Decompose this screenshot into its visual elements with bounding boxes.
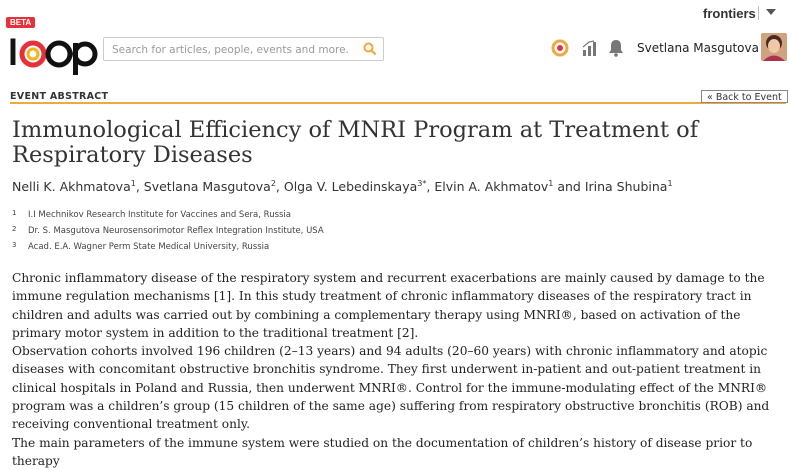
loop-score-icon[interactable] (551, 39, 569, 57)
author-name[interactable]: Svetlana Masgutova (143, 179, 271, 195)
author-name[interactable]: Elvin A. Akhmatov (434, 179, 549, 195)
author-affiliation-number: 2 (270, 179, 276, 188)
abstract-body (12, 269, 782, 470)
affiliation-number: 2 (12, 225, 17, 233)
stats-icon[interactable] (581, 39, 599, 57)
author-name[interactable]: Olga V. Lebedinskaya (283, 179, 418, 195)
bell-icon[interactable] (608, 39, 624, 57)
author-affiliation-number: 1 (667, 179, 673, 188)
top-bar (0, 0, 791, 28)
author-separator: , (135, 179, 144, 195)
back-to-event-button[interactable]: « Back to Event (701, 90, 788, 103)
affiliation-number: 3 (12, 241, 17, 249)
affiliation-text: Dr. S. Masgutova Neurosensorimotor Reflex Integration Institute, USA (28, 226, 324, 236)
author-name[interactable]: Irina Shubina (584, 179, 668, 195)
affiliation-text: Acad. E.A. Wagner Perm State Medical University, Russia (28, 242, 270, 252)
author-separator: , (275, 179, 284, 195)
frontiers-brand[interactable]: frontiers (703, 6, 756, 21)
search-icon[interactable] (363, 42, 377, 56)
author-separator: and (553, 179, 585, 195)
avatar[interactable] (761, 33, 787, 61)
svg-text:l: l (8, 32, 19, 73)
author-affiliation-number: 3* (417, 179, 427, 188)
author-separator: , (426, 179, 435, 195)
divider (758, 6, 759, 20)
loop-logo[interactable] (6, 17, 100, 77)
section-divider (10, 102, 786, 104)
affiliation-list (12, 207, 324, 255)
affiliation-item (12, 239, 324, 255)
author-affiliation-number: 1 (548, 179, 554, 188)
chevron-down-icon[interactable] (766, 9, 776, 15)
abstract-paragraph: The main parameters of the immune system were studied on the documentation of children’s history of disease prior to therapy (12, 435, 753, 468)
beta-badge: BETA (6, 17, 35, 28)
loop-logo-mark (6, 27, 100, 77)
affiliation-number: 1 (12, 209, 17, 217)
section-label: EVENT ABSTRACT (10, 91, 109, 102)
affiliation-text: I.I Mechnikov Research Institute for Vaccines and Sera, Russia (28, 210, 292, 220)
author-list (12, 179, 673, 194)
abstract-paragraph: Chronic inflammatory disease of the respiratory system and recurrent exacerbations are mainly caused by damage to the immune regulation mechanisms [1]. In this study treatment of chronic inflammatory diseases of the respiratory tract in children and adults was carried out by combining a complementary therapy using MNRI®, based on activation of the primary motor system in addition to the traditional treatment [2]. (12, 271, 765, 340)
abstract-paragraph: Observation cohorts involved 196 children (2–13 years) and 94 adults (20–60 years) with chronic inflammatory and atopic diseases with concomitant obstructive bronchitis syndrome. They first underwent in-patient and out-patient treatment in clinical hospitals in Poland and Russia, then underwent MNRI®. Control for the immune-modulating effect of the MNRI® program was a children’s group (15 children of the same age) suffering from respiratory obstructive bronchitis (ROB) and receiving conventional treatment only. (12, 344, 770, 432)
search-box[interactable] (103, 37, 384, 61)
author-name[interactable]: Nelli K. Akhmatova (12, 179, 131, 195)
user-name[interactable]: Svetlana Masgutova (637, 41, 759, 55)
search-input[interactable] (110, 41, 354, 59)
affiliation-item (12, 207, 324, 223)
affiliation-item (12, 223, 324, 239)
author-affiliation-number: 1 (130, 179, 136, 188)
article-title: Immunological Efficiency of MNRI Program at Treatment of Respiratory Diseases (12, 117, 699, 168)
